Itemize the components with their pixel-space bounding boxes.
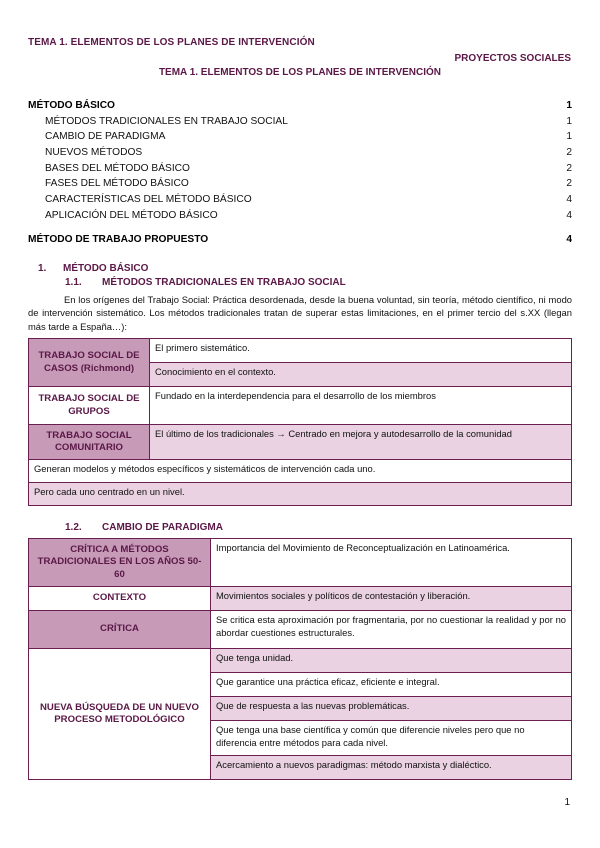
table-of-contents [28,98,572,247]
paradigm-change-table [28,538,572,780]
page-number: 1 [564,797,570,808]
critica-metodos-cell: Importancia del Movimiento de Reconceptualización en Latinoamérica. [211,539,572,587]
critica-metodos-label: CRÍTICA A MÉTODOS TRADICIONALES EN LOS AÑOS 50-60 [29,539,211,587]
traditional-methods-table [28,338,572,506]
toc-label: APLICACIÓN DEL MÉTODO BÁSICO [45,209,218,221]
document-top-title: TEMA 1. ELEMENTOS DE LOS PLANES DE INTERVENCIÓN [28,37,315,48]
nueva-item: Que garantice una práctica eficaz, eficiente e integral. [211,673,572,697]
intro-paragraph [28,293,572,333]
toc-page: 1 [566,115,572,127]
section-1-1-number: 1.1. [65,277,82,288]
toc-entry[interactable] [28,176,572,192]
contexto-cell: Movimientos sociales y políticos de contestación y liberación. [211,587,572,611]
toc-entry-main[interactable] [28,98,572,114]
toc-label: FASES DEL MÉTODO BÁSICO [45,178,189,190]
toc-entry[interactable] [28,129,572,145]
comunitario-cell: El último de los tradicionales → Centrado en mejora y autodesarrollo de la comunidad [150,425,572,460]
toc-entry[interactable] [28,208,572,224]
toc-page: 2 [566,147,572,159]
toc-page: 4 [566,194,572,206]
critica-cell: Se critica esta aproximación por fragmentaria, por no cuestionar la realidad y por no abordar cuestiones estructurales. [211,611,572,649]
toc-label: CARACTERÍSTICAS DEL MÉTODO BÁSICO [45,194,252,206]
comunitario-label: TRABAJO SOCIAL COMUNITARIO [29,425,150,460]
toc-page: 4 [566,209,572,221]
toc-label: CAMBIO DE PARADIGMA [45,131,166,143]
section-1-2-title: CAMBIO DE PARADIGMA [102,522,223,533]
critica-label: CRÍTICA [29,611,211,649]
toc-label: MÉTODO DE TRABAJO PROPUESTO [28,233,209,245]
toc-entry[interactable] [28,145,572,161]
header-subject: PROYECTOS SOCIALES [454,53,571,64]
toc-label: MÉTODOS TRADICIONALES EN TRABAJO SOCIAL [45,115,288,127]
casos-cell-2: Conocimiento en el contexto. [150,363,572,387]
toc-label: BASES DEL MÉTODO BÁSICO [45,162,190,174]
casos-label: TRABAJO SOCIAL DE CASOS (Richmond) [29,339,150,387]
toc-entry[interactable] [28,114,572,130]
section-1-1-title: MÉTODOS TRADICIONALES EN TRABAJO SOCIAL [102,277,346,288]
toc-page: 2 [566,178,572,190]
nueva-item: Que de respuesta a las nuevas problemáticas. [211,697,572,721]
nueva-item: Que tenga unidad. [211,649,572,673]
toc-label: MÉTODO BÁSICO [28,100,115,111]
header-title: TEMA 1. ELEMENTOS DE LOS PLANES DE INTERVENCIÓN [158,67,442,78]
table1-footer-1: Generan modelos y métodos específicos y sistemáticos de intervención cada uno. [29,460,572,483]
toc-entry[interactable] [28,161,572,177]
toc-entry[interactable] [28,192,572,208]
toc-label: NUEVOS MÉTODOS [45,147,143,159]
toc-page: 1 [566,131,572,143]
intro-text: En los orígenes del Trabajo Social: Práctica desordenada, desde la buena voluntad, sin teoría, método científico, ni modo de intervención sistemático. Los métodos tradicionales tratan de superar estas limitaciones, en el primer tercio del s.XX (llegan más tarde a España…): [28,294,572,332]
section-1-2-number: 1.2. [65,522,82,533]
grupos-cell: Fundado en la interdependencia para el desarrollo de los miembros [150,387,572,425]
toc-page: 4 [566,233,572,245]
toc-page: 2 [566,162,572,174]
grupos-label: TRABAJO SOCIAL DE GRUPOS [29,387,150,425]
section-1-number: 1. [38,263,47,274]
nueva-busqueda-label: NUEVA BÚSQUEDA DE UN NUEVO PROCESO METODOLÓGICO [29,649,211,780]
casos-cell-1: El primero sistemático. [150,339,572,363]
toc-page: 1 [566,100,572,111]
nueva-item: Acercamiento a nuevos paradigmas: método marxista y dialéctico. [211,756,572,780]
table1-footer-2: Pero cada uno centrado en un nivel. [29,483,572,506]
section-1-title: MÉTODO BÁSICO [63,263,149,274]
contexto-label: CONTEXTO [29,587,211,611]
toc-entry-main[interactable] [28,232,572,248]
nueva-item: Que tenga una base científica y común que diferencie niveles pero que no diferencia entre métodos para cada nivel. [211,721,572,756]
